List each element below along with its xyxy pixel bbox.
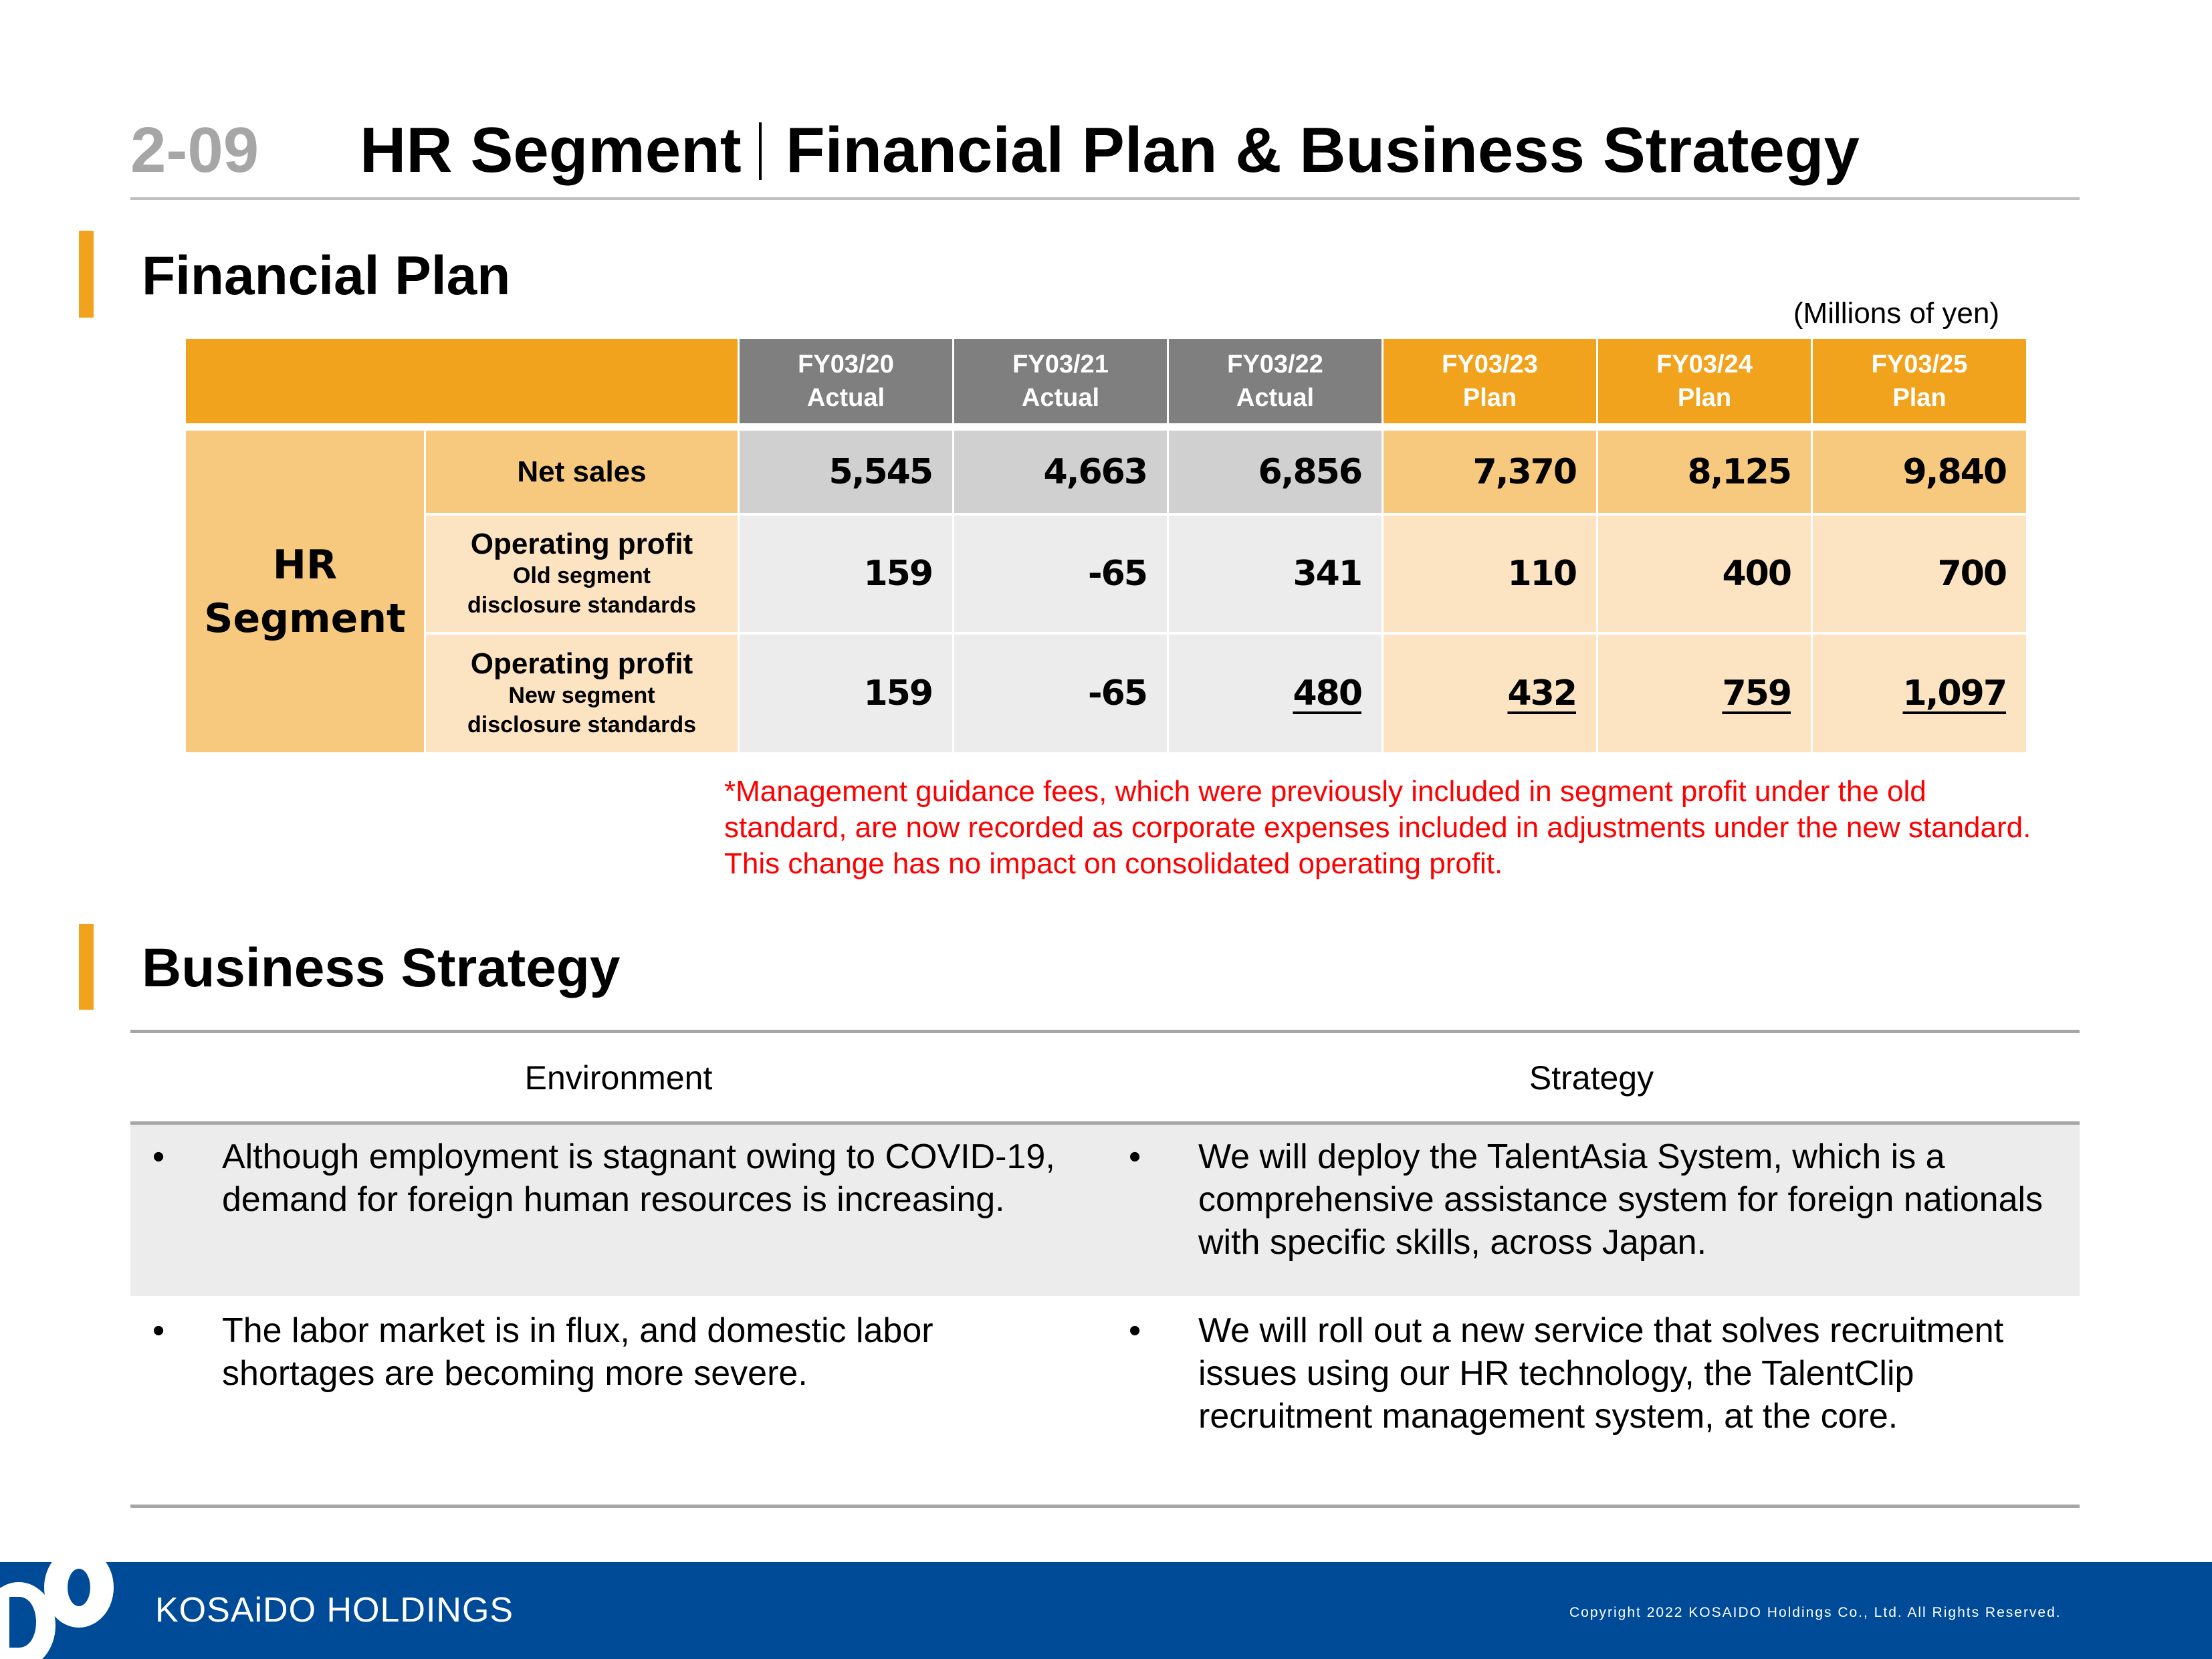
col-year: FY03/24: [1656, 350, 1753, 378]
value: 700: [1937, 554, 2006, 594]
op-new-fy0321: [954, 635, 1167, 752]
col-header-environment: Environment: [524, 1059, 713, 1097]
value: 759: [1722, 673, 1791, 713]
col-type: Plan: [1677, 384, 1732, 412]
row-label-op-profit-old: [426, 516, 738, 632]
value: 6,856: [1258, 451, 1361, 492]
value: 341: [1293, 554, 1361, 594]
row-label-sub: disclosure standards: [467, 712, 696, 738]
net-sales-fy0325: [1813, 431, 2026, 513]
op-new-fy0324: [1598, 635, 1811, 752]
value: 159: [863, 673, 932, 713]
footnote: *Management guidance fees, which were previously included in segment profit under the old standard, are now recorded as corporate expenses included in adjustments under the new standard. This change has no impact on consolidated operating profit.: [724, 775, 2031, 880]
bullet-icon: •: [1129, 1137, 1141, 1176]
section-marker-strategy: [79, 924, 94, 1010]
segment-label-line1: HR: [272, 541, 338, 588]
value: 159: [863, 554, 932, 594]
strategy-item-2: We will roll out a new service that solves recruitment issues using our HR technology, the TalentClip recruitment management system, at the core.: [1198, 1311, 2004, 1436]
net-sales-fy0323: [1384, 431, 1596, 513]
value: -65: [1088, 673, 1147, 713]
col-header-fy0325: [1813, 339, 2026, 423]
row-label-net-sales: [426, 431, 738, 513]
row-label-main: Operating profit: [470, 528, 693, 560]
value: 4,663: [1043, 451, 1147, 492]
value: 9,840: [1902, 451, 2006, 492]
col-type: Plan: [1462, 384, 1517, 412]
strategy-item-1: We will deploy the TalentAsia System, which is a comprehensive assistance system for foreign nationals with specific skills, across Japan.: [1198, 1137, 2043, 1262]
value: 1,097: [1902, 673, 2006, 713]
segment-label-cell: [186, 431, 424, 752]
value: 110: [1507, 554, 1576, 594]
net-sales-fy0320: [740, 431, 952, 513]
strategy-bottom-rule: [130, 1505, 2080, 1508]
kosaido-logo-icon: [0, 1562, 120, 1659]
copyright-text: Copyright 2022 KOSAIDO Holdings Co., Ltd. All Rights Reserved.: [1569, 1605, 2062, 1620]
value: -65: [1088, 554, 1147, 594]
col-header-fy0321: [954, 339, 1167, 423]
op-old-fy0324: [1598, 516, 1811, 632]
value: 8,125: [1687, 451, 1791, 492]
net-sales-fy0321: [954, 431, 1167, 513]
op-old-fy0325: [1813, 516, 2026, 632]
net-sales-fy0324: [1598, 431, 1811, 513]
section-marker-financial: [79, 231, 94, 318]
col-year: FY03/23: [1442, 350, 1538, 378]
section-title-business-strategy: Business Strategy: [142, 937, 621, 998]
col-type: Actual: [806, 384, 885, 412]
col-year: FY03/25: [1871, 350, 1968, 378]
strategy-top-rule: [130, 1030, 2080, 1033]
environment-item-2: The labor market is in flux, and domestic labor shortages are becoming more severe.: [222, 1311, 933, 1393]
row-label-main: Net sales: [517, 455, 647, 488]
value: 7,370: [1472, 451, 1576, 492]
op-new-fy0325: [1813, 635, 2026, 752]
op-old-fy0323: [1384, 516, 1596, 632]
row-label-sub: disclosure standards: [467, 592, 696, 618]
col-year: FY03/20: [798, 350, 894, 378]
col-header-fy0323: [1384, 339, 1596, 423]
net-sales-fy0322: [1169, 431, 1381, 513]
col-header-fy0320: [740, 339, 952, 423]
slide-number: 2-09: [130, 114, 259, 186]
op-old-fy0322: [1169, 516, 1381, 632]
section-title-financial-plan: Financial Plan: [142, 245, 511, 306]
value: 480: [1293, 673, 1361, 713]
op-old-fy0320: [740, 516, 952, 632]
title-divider: [759, 122, 762, 180]
col-type: Actual: [1021, 384, 1100, 412]
bullet-icon: •: [152, 1311, 165, 1350]
col-header-fy0324: [1598, 339, 1811, 423]
slide-title: HR Segment: [360, 114, 742, 186]
op-new-fy0323: [1384, 635, 1596, 752]
col-year: FY03/22: [1227, 350, 1323, 378]
op-new-fy0320: [740, 635, 952, 752]
table-header-blank: [186, 339, 738, 423]
op-new-fy0322: [1169, 635, 1381, 752]
row-label-op-profit-new: [426, 635, 738, 752]
col-type: Plan: [1892, 384, 1947, 412]
value: 5,545: [828, 451, 932, 492]
row-label-sub: Old segment: [513, 563, 651, 588]
company-name: KOSAiDO HOLDINGS: [155, 1591, 514, 1630]
row-label-sub: New segment: [508, 683, 655, 708]
bullet-icon: •: [152, 1137, 165, 1176]
col-type: Actual: [1236, 384, 1315, 412]
unit-label: (Millions of yen): [1793, 297, 1999, 330]
environment-item-1: Although employment is stagnant owing to COVID-19, demand for foreign human resources is increasing.: [222, 1137, 1055, 1219]
value: 432: [1507, 673, 1576, 713]
col-header-fy0322: [1169, 339, 1381, 423]
segment-label-line2: Segment: [204, 594, 406, 642]
value: 400: [1722, 554, 1791, 594]
op-old-fy0321: [954, 516, 1167, 632]
slide-subtitle: Financial Plan & Business Strategy: [786, 114, 1860, 186]
row-label-main: Operating profit: [470, 647, 693, 680]
bullet-icon: •: [1129, 1311, 1141, 1350]
col-year: FY03/21: [1012, 350, 1109, 378]
col-header-strategy: Strategy: [1529, 1059, 1654, 1097]
header-rule: [130, 197, 2080, 200]
